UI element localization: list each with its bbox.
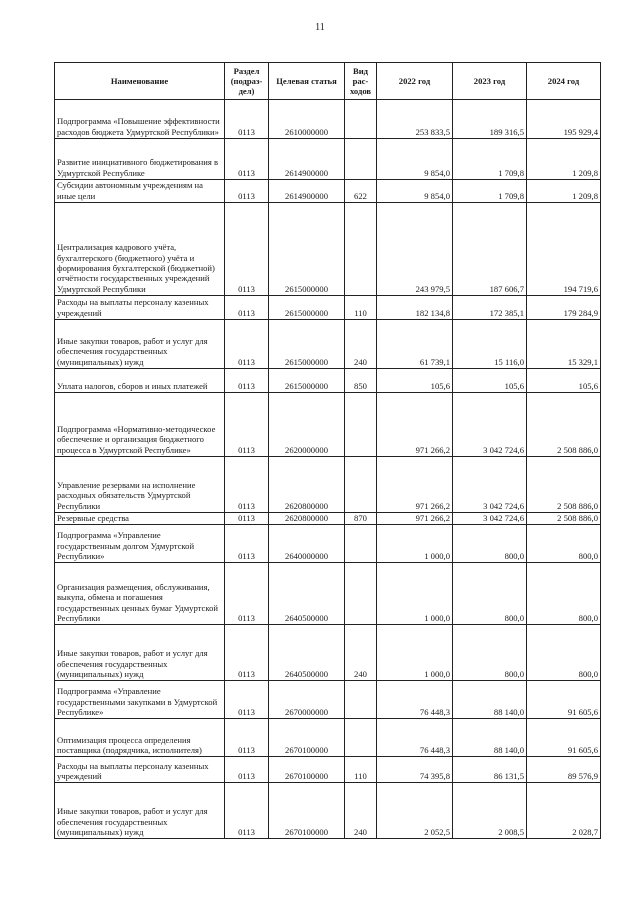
table-row: [55, 563, 601, 625]
cell-2024: 2 028,7: [527, 783, 601, 839]
cell-2022: 61 739,1: [377, 320, 453, 369]
cell-section: 0113: [225, 757, 269, 783]
cell-kind: 110: [345, 296, 377, 320]
table-row: [55, 320, 601, 369]
cell-2024: 1 209,8: [527, 180, 601, 203]
cell-2024: 800,0: [527, 525, 601, 563]
cell-2023: 88 140,0: [453, 719, 527, 757]
cell-kind: 240: [345, 625, 377, 681]
cell-target: 2620800000: [269, 457, 345, 513]
table-row: [55, 719, 601, 757]
header-2023: 2023 год: [453, 63, 527, 100]
table-row: [55, 139, 601, 180]
cell-name: Подпрограмма «Управление государственным долгом Удмуртской Республики»: [55, 525, 225, 563]
cell-name: Резервные средства: [55, 513, 225, 525]
table-row: [55, 525, 601, 563]
cell-section: 0113: [225, 320, 269, 369]
cell-2024: 2 508 886,0: [527, 513, 601, 525]
cell-section: 0113: [225, 457, 269, 513]
cell-target: 2620800000: [269, 513, 345, 525]
cell-2022: 9 854,0: [377, 139, 453, 180]
cell-kind: 870: [345, 513, 377, 525]
cell-kind: [345, 100, 377, 139]
cell-2024: 195 929,4: [527, 100, 601, 139]
cell-2024: 91 605,6: [527, 719, 601, 757]
header-section: Раздел (подраз-дел): [225, 63, 269, 100]
cell-target: 2614900000: [269, 180, 345, 203]
cell-2022: 243 979,5: [377, 203, 453, 296]
cell-2022: 105,6: [377, 369, 453, 393]
table-row: [55, 681, 601, 719]
cell-name: Оптимизация процесса определения поставщика (подрядчика, исполнителя): [55, 719, 225, 757]
cell-name: Иные закупки товаров, работ и услуг для обеспечения государственных (муниципальных) нужд: [55, 625, 225, 681]
cell-section: 0113: [225, 783, 269, 839]
header-2024: 2024 год: [527, 63, 601, 100]
cell-target: 2614900000: [269, 139, 345, 180]
cell-2022: 1 000,0: [377, 625, 453, 681]
cell-name: Подпрограмма «Управление государственными закупками в Удмуртской Республике»: [55, 681, 225, 719]
cell-name: Централизация кадрового учёта, бухгалтерского (бюджетного) учёта и формирования бухгалтерской (бюджетной) отчётности государственных учреждений Удмуртской Республики: [55, 203, 225, 296]
cell-2023: 187 606,7: [453, 203, 527, 296]
table-row: [55, 513, 601, 525]
cell-kind: [345, 203, 377, 296]
cell-target: 2620000000: [269, 393, 345, 457]
cell-section: 0113: [225, 563, 269, 625]
cell-target: 2615000000: [269, 320, 345, 369]
cell-2024: 89 576,9: [527, 757, 601, 783]
cell-2023: 105,6: [453, 369, 527, 393]
cell-2022: 76 448,3: [377, 681, 453, 719]
cell-2022: 253 833,5: [377, 100, 453, 139]
cell-target: 2670000000: [269, 681, 345, 719]
cell-target: 2615000000: [269, 203, 345, 296]
cell-2022: 971 266,2: [377, 393, 453, 457]
table-row: [55, 369, 601, 393]
cell-kind: 622: [345, 180, 377, 203]
cell-2024: 1 209,8: [527, 139, 601, 180]
table-row: [55, 100, 601, 139]
cell-name: Организация размещения, обслуживания, выкупа, обмена и погашения государственных ценных бумаг Удмуртской Республики: [55, 563, 225, 625]
cell-kind: [345, 563, 377, 625]
cell-2022: 182 134,8: [377, 296, 453, 320]
cell-2023: 800,0: [453, 625, 527, 681]
cell-section: 0113: [225, 203, 269, 296]
cell-2022: 971 266,2: [377, 457, 453, 513]
cell-section: 0113: [225, 719, 269, 757]
cell-section: 0113: [225, 681, 269, 719]
budget-table: [54, 62, 601, 839]
cell-name: Управление резервами на исполнение расходных обязательств Удмуртской Республики: [55, 457, 225, 513]
cell-target: 2615000000: [269, 369, 345, 393]
cell-kind: [345, 525, 377, 563]
table-row: [55, 757, 601, 783]
cell-2022: 1 000,0: [377, 525, 453, 563]
cell-name: Расходы на выплаты персоналу казенных учреждений: [55, 757, 225, 783]
table-row: [55, 393, 601, 457]
cell-name: Подпрограмма «Нормативно-методическое обеспечение и организация бюджетного процесса в Удмуртской Республике»: [55, 393, 225, 457]
cell-section: 0113: [225, 139, 269, 180]
cell-2023: 800,0: [453, 525, 527, 563]
cell-2023: 86 131,5: [453, 757, 527, 783]
cell-2022: 74 395,8: [377, 757, 453, 783]
table-row: [55, 457, 601, 513]
cell-2024: 91 605,6: [527, 681, 601, 719]
cell-name: Иные закупки товаров, работ и услуг для обеспечения государственных (муниципальных) нужд: [55, 783, 225, 839]
cell-target: 2615000000: [269, 296, 345, 320]
cell-kind: 240: [345, 783, 377, 839]
header-target: Целевая статья: [269, 63, 345, 100]
cell-target: 2670100000: [269, 783, 345, 839]
cell-target: 2640000000: [269, 525, 345, 563]
cell-2023: 172 385,1: [453, 296, 527, 320]
cell-section: 0113: [225, 296, 269, 320]
cell-kind: 850: [345, 369, 377, 393]
cell-section: 0113: [225, 513, 269, 525]
cell-2023: 3 042 724,6: [453, 513, 527, 525]
cell-section: 0113: [225, 180, 269, 203]
cell-2023: 189 316,5: [453, 100, 527, 139]
cell-name: Развитие инициативного бюджетирования в Удмуртской Республике: [55, 139, 225, 180]
cell-target: 2640500000: [269, 563, 345, 625]
cell-2022: 2 052,5: [377, 783, 453, 839]
cell-2023: 1 709,8: [453, 180, 527, 203]
page-number: 11: [315, 22, 325, 33]
cell-2024: 15 329,1: [527, 320, 601, 369]
cell-kind: [345, 681, 377, 719]
cell-section: 0113: [225, 100, 269, 139]
cell-kind: 240: [345, 320, 377, 369]
cell-target: 2610000000: [269, 100, 345, 139]
table-row: [55, 625, 601, 681]
table-row: [55, 296, 601, 320]
cell-kind: 110: [345, 757, 377, 783]
cell-target: 2670100000: [269, 757, 345, 783]
cell-target: 2670100000: [269, 719, 345, 757]
table-row: [55, 180, 601, 203]
header-name: Наименование: [55, 63, 225, 100]
cell-2023: 3 042 724,6: [453, 393, 527, 457]
cell-kind: [345, 457, 377, 513]
cell-2022: 1 000,0: [377, 563, 453, 625]
cell-kind: [345, 393, 377, 457]
cell-2022: 9 854,0: [377, 180, 453, 203]
cell-section: 0113: [225, 525, 269, 563]
table-row: [55, 203, 601, 296]
cell-2023: 1 709,8: [453, 139, 527, 180]
cell-2022: 971 266,2: [377, 513, 453, 525]
cell-2024: 800,0: [527, 625, 601, 681]
table-header-row: [55, 63, 601, 100]
cell-section: 0113: [225, 625, 269, 681]
cell-name: Уплата налогов, сборов и иных платежей: [55, 369, 225, 393]
cell-2024: 179 284,9: [527, 296, 601, 320]
cell-kind: [345, 719, 377, 757]
cell-2023: 15 116,0: [453, 320, 527, 369]
cell-name: Иные закупки товаров, работ и услуг для обеспечения государственных (муниципальных) нужд: [55, 320, 225, 369]
cell-2024: 2 508 886,0: [527, 393, 601, 457]
cell-2022: 76 448,3: [377, 719, 453, 757]
cell-name: Субсидии автономным учреждениям на иные цели: [55, 180, 225, 203]
cell-2024: 2 508 886,0: [527, 457, 601, 513]
cell-2023: 2 008,5: [453, 783, 527, 839]
cell-name: Расходы на выплаты персоналу казенных учреждений: [55, 296, 225, 320]
cell-2023: 3 042 724,6: [453, 457, 527, 513]
cell-kind: [345, 139, 377, 180]
table-row: [55, 783, 601, 839]
cell-name: Подпрограмма «Повышение эффективности расходов бюджета Удмуртской Республики»: [55, 100, 225, 139]
cell-section: 0113: [225, 393, 269, 457]
cell-2024: 105,6: [527, 369, 601, 393]
cell-target: 2640500000: [269, 625, 345, 681]
cell-2024: 194 719,6: [527, 203, 601, 296]
header-2022: 2022 год: [377, 63, 453, 100]
cell-2024: 800,0: [527, 563, 601, 625]
cell-section: 0113: [225, 369, 269, 393]
header-kind: Вид рас-ходов: [345, 63, 377, 100]
cell-2023: 800,0: [453, 563, 527, 625]
cell-2023: 88 140,0: [453, 681, 527, 719]
